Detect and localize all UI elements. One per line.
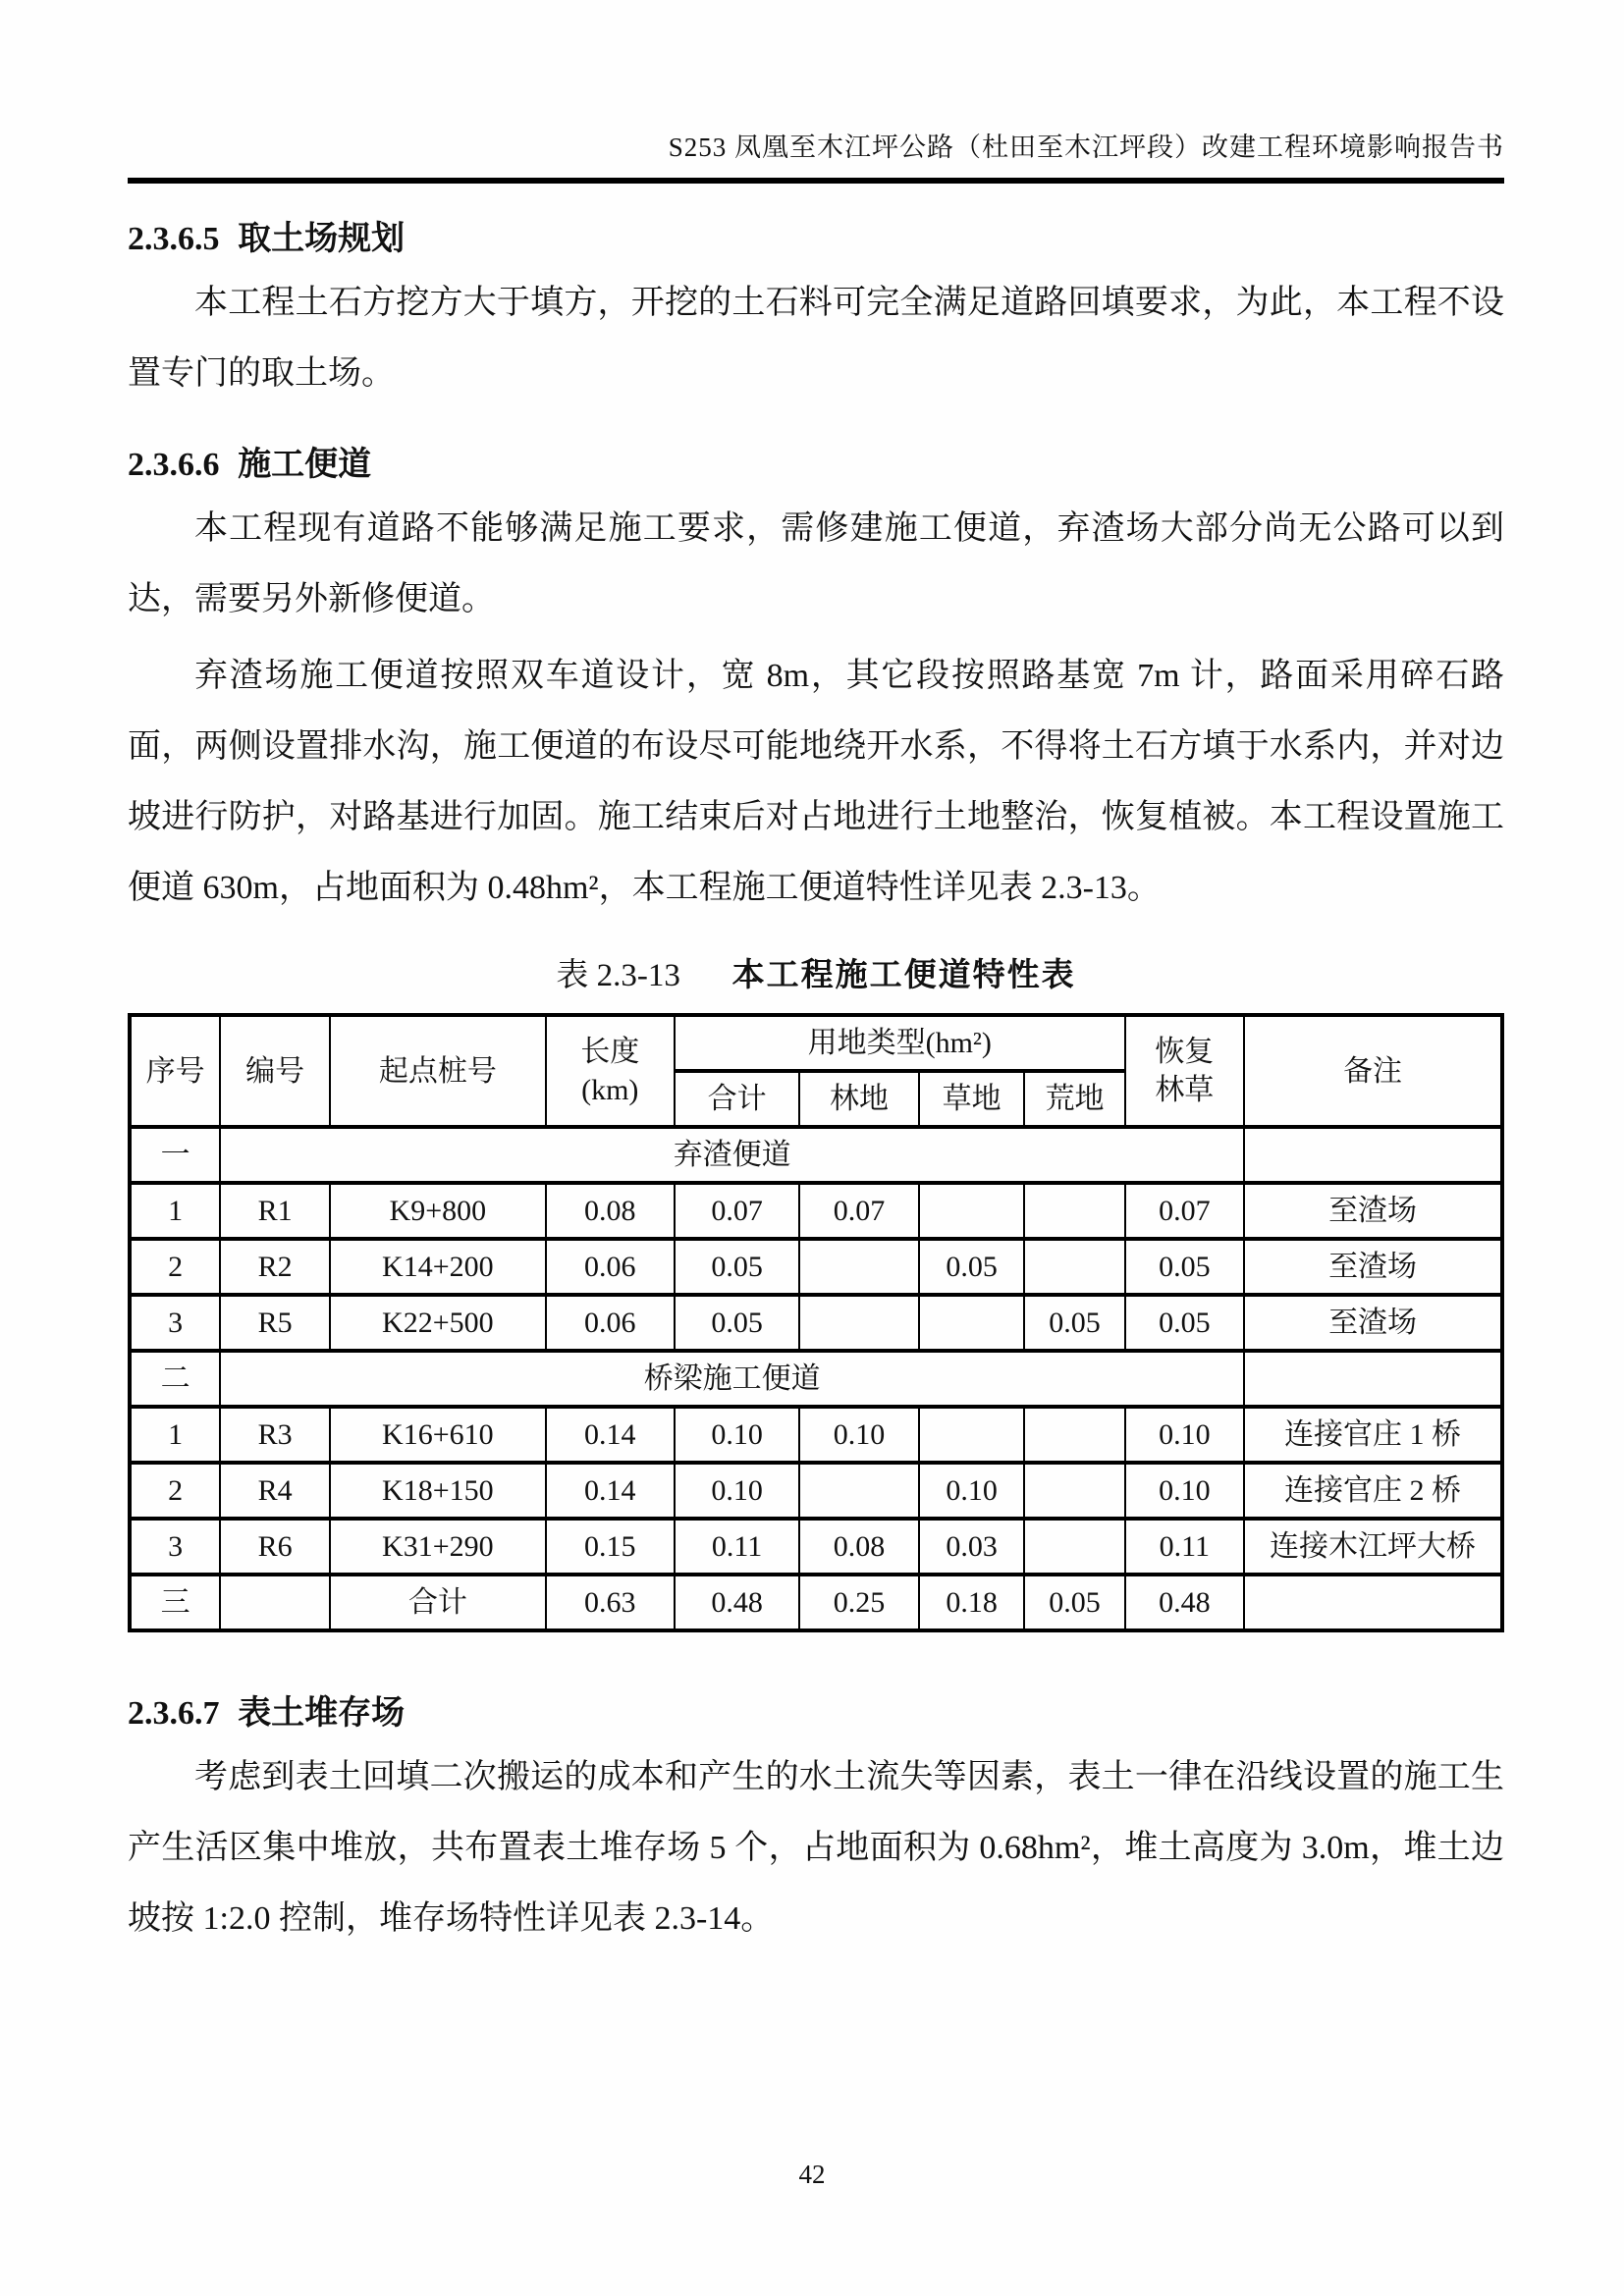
section-heading-2365 [128,217,1504,262]
table-cell: K9+800 [330,1183,545,1239]
col-header-barren: 荒地 [1024,1071,1124,1127]
table-cell: 连接木江坪大桥 [1244,1519,1502,1575]
paragraph: 本工程土石方挖方大于填方，开挖的土石料可完全满足道路回填要求，为此，本工程不设置专门的取土场。 [128,284,1504,392]
col-header-start-stake: 起点桩号 [330,1015,545,1127]
table-cell: 2 [130,1239,220,1295]
table-cell: 0.10 [799,1407,919,1463]
construction-road-table [128,1013,1504,1632]
table-cell: 0.03 [919,1519,1025,1575]
table-cell [1024,1239,1124,1295]
col-header-length-line2: (km) [581,1074,639,1107]
col-header-restore-line2: 林草 [1155,1074,1215,1107]
table-cell: 0.05 [675,1239,799,1295]
table-cell: 0.63 [546,1575,675,1630]
table-cell: K31+290 [330,1519,545,1575]
table-cell: 0.15 [546,1519,675,1575]
table-cell: K18+150 [330,1463,545,1519]
table-cell: 1 [130,1183,220,1239]
col-header-forest: 林地 [799,1071,919,1127]
section-number: 2.3.6.5 [128,221,220,257]
col-header-length [546,1015,675,1127]
col-header-remark: 备注 [1244,1015,1502,1127]
col-header-restore [1125,1015,1245,1127]
table-cell: K16+610 [330,1407,545,1463]
section-row [130,1127,1502,1183]
section-title: 表土堆存场 [238,1695,406,1733]
table-cell [1024,1183,1124,1239]
table-cell: 0.08 [546,1183,675,1239]
table-cell [220,1575,330,1630]
col-header-land-type: 用地类型(hm²) [675,1015,1125,1071]
table-cell: 0.18 [919,1575,1025,1630]
table-cell: 0.05 [1024,1575,1124,1630]
table-cell [1024,1407,1124,1463]
section-heading-2366 [128,443,1504,488]
table-cell: R3 [220,1407,330,1463]
table-cell: 0.05 [1125,1295,1245,1351]
col-header-restore-line1: 恢复 [1155,1036,1215,1069]
table-cell: 3 [130,1295,220,1351]
table-cell [919,1295,1025,1351]
section-row-label: 桥梁施工便道 [220,1351,1244,1407]
table-cell: 0.48 [1125,1575,1245,1630]
table-cell [1024,1463,1124,1519]
table-cell [1244,1127,1502,1183]
table-cell: 0.05 [1024,1295,1124,1351]
table-cell: 0.05 [1125,1239,1245,1295]
table-cell: 0.07 [1125,1183,1245,1239]
table-cell: 0.06 [546,1239,675,1295]
table-cell: 2 [130,1463,220,1519]
table-cell: 0.05 [919,1239,1025,1295]
table-cell: 0.14 [546,1407,675,1463]
table-cell [799,1463,919,1519]
section-number: 2.3.6.6 [128,447,220,484]
section-title: 取土场规划 [238,221,406,257]
table-caption-title: 本工程施工便道特性表 [731,956,1076,993]
section-row-label: 弃渣便道 [220,1127,1244,1183]
page-number: 42 [798,2160,826,2189]
paragraph: 考虑到表土回填二次搬运的成本和产生的水土流失等因素，表土一律在沿线设置的施工生产生活区集中堆放，共布置表土堆存场 5 个，占地面积为 0.68hm²，堆土高度为 3.0m，堆土边坡按 1:2.0 控制，堆存场特性详见表 2.3-14。 [128,1759,1504,1938]
col-header-length-line1: 长度 [580,1036,640,1069]
col-header-grass: 草地 [919,1071,1025,1127]
table-cell: 至渣场 [1244,1295,1502,1351]
table-cell: 0.48 [675,1575,799,1630]
running-header-title: S253 凤凰至木江坪公路（杜田至木江坪段）改建工程环境影响报告书 [668,133,1504,162]
section-heading-2367 [128,1691,1504,1736]
table-cell [799,1239,919,1295]
table-row [130,1463,1502,1519]
table-cell: 0.25 [799,1575,919,1630]
table-cell: 0.10 [675,1463,799,1519]
table-cell [1024,1519,1124,1575]
table-cell: R2 [220,1239,330,1295]
col-header-total: 合计 [675,1071,799,1127]
table-caption-label: 表 2.3-13 [556,958,680,994]
table-cell: 0.10 [675,1407,799,1463]
col-header-seq: 序号 [130,1015,220,1127]
table-cell: R4 [220,1463,330,1519]
table-cell: 三 [130,1575,220,1630]
col-header-code: 编号 [220,1015,330,1127]
table-cell: 3 [130,1519,220,1575]
table-cell [799,1295,919,1351]
table-cell: 0.10 [1125,1463,1245,1519]
table-cell: R5 [220,1295,330,1351]
section-title: 施工便道 [238,447,372,484]
table-cell: 0.11 [675,1519,799,1575]
table-cell: 0.07 [799,1183,919,1239]
table-cell: 合计 [330,1575,545,1630]
table-cell: 连接官庄 1 桥 [1244,1407,1502,1463]
table-total-row [130,1575,1502,1630]
running-header [128,0,1504,184]
table-cell [1244,1575,1502,1630]
table-cell: 0.06 [546,1295,675,1351]
table-cell: K22+500 [330,1295,545,1351]
table-header-row [130,1015,1502,1071]
table-cell: 至渣场 [1244,1183,1502,1239]
table-cell: 0.11 [1125,1519,1245,1575]
section-row [130,1351,1502,1407]
table-cell: R1 [220,1183,330,1239]
table-row [130,1519,1502,1575]
paragraph: 弃渣场施工便道按照双车道设计，宽 8m，其它段按照路基宽 7m 计，路面采用碎石路面，两侧设置排水沟，施工便道的布设尽可能地绕开水系，不得将土石方填于水系内，并对边坡进行防护，对路基进行加固。施工结束后对占地进行土地整治，恢复植被。本工程设置施工便道 630m，占地面积为 0.48hm²，本工程施工便道特性详见表 2.3-13。 [128,658,1504,907]
table-cell [1244,1351,1502,1407]
table-cell: R6 [220,1519,330,1575]
table-row [130,1239,1502,1295]
table-cell [919,1183,1025,1239]
table-cell: 0.07 [675,1183,799,1239]
table-cell: 0.10 [1125,1407,1245,1463]
table-row [130,1407,1502,1463]
table-cell: 二 [130,1351,220,1407]
table-caption [128,949,1504,995]
table-row [130,1295,1502,1351]
table-cell: 0.14 [546,1463,675,1519]
table-cell: 一 [130,1127,220,1183]
table-cell: K14+200 [330,1239,545,1295]
table-cell: 0.10 [919,1463,1025,1519]
section-number: 2.3.6.7 [128,1695,220,1733]
table-cell [919,1407,1025,1463]
paragraph: 本工程现有道路不能够满足施工要求，需修建施工便道，弃渣场大部分尚无公路可以到达，需要另外新修便道。 [128,509,1504,618]
header-rule [128,178,1504,184]
table-cell: 0.05 [675,1295,799,1351]
table-cell: 0.08 [799,1519,919,1575]
table-cell: 1 [130,1407,220,1463]
table-row [130,1183,1502,1239]
table-cell: 至渣场 [1244,1239,1502,1295]
table-cell: 连接官庄 2 桥 [1244,1463,1502,1519]
